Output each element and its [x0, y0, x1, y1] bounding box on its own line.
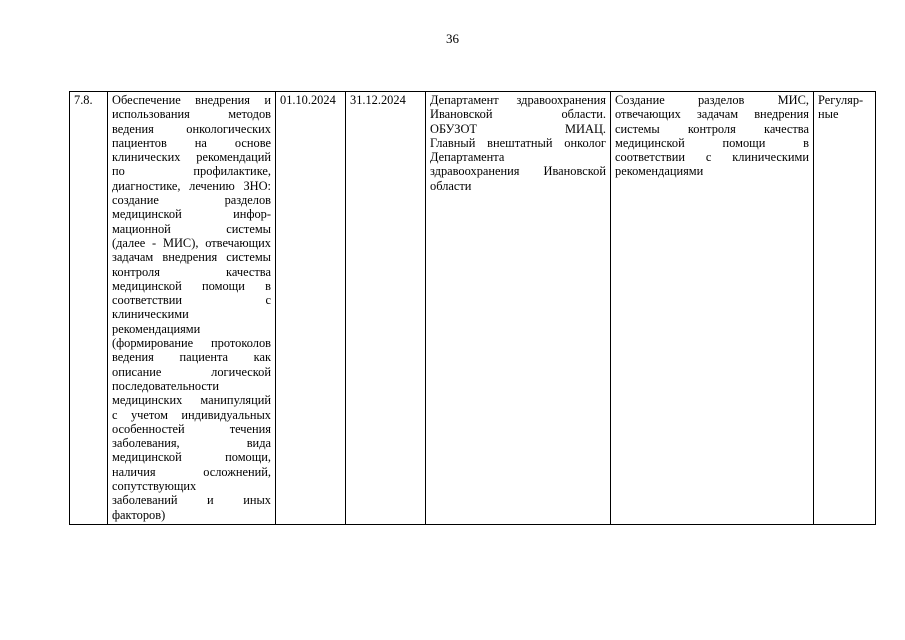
responsible-parties: [430, 93, 606, 193]
task-line-18: ведения пациента как: [112, 350, 271, 365]
item-number-cell: [70, 92, 108, 525]
task-line-9: мационной системы: [112, 221, 271, 236]
responsible-line-4: Департамента: [430, 150, 505, 165]
task-line-13: медицинской помощи в: [112, 278, 271, 293]
task-line-20: последовательности: [112, 378, 219, 393]
periodicity-line-0: Регуляр-: [818, 93, 864, 107]
task-line-3: пациентов на основе: [112, 135, 271, 150]
responsible-line-1: Ивановской области.: [430, 107, 606, 122]
expected-result: [615, 93, 809, 179]
task-line-29: факторов): [112, 507, 166, 522]
task-line-12: контроля качества: [112, 264, 271, 279]
responsible-line-3: Главный внештатный онколог: [430, 135, 606, 150]
task-line-23: особенностей течения: [112, 421, 271, 436]
responsible-cell: [426, 92, 611, 525]
task-line-10: (далее - МИС), отвечающих: [112, 235, 271, 250]
task-description: [112, 93, 271, 522]
task-line-24: заболевания, вида: [112, 436, 271, 451]
task-line-6: диагностике, лечению ЗНО:: [112, 178, 271, 193]
task-line-1: использования методов: [112, 107, 271, 122]
task-line-17: (формирование протоколов: [112, 336, 271, 351]
item-number: 7.8.: [74, 93, 93, 107]
periodicity: [818, 93, 871, 122]
task-description-cell: [108, 92, 276, 525]
responsible-line-2: ОБУЗОТ МИАЦ.: [430, 121, 606, 136]
result-line-0: Создание разделов МИС,: [615, 93, 809, 107]
task-line-5: по профилактике,: [112, 164, 271, 179]
task-line-8: медицинской инфор-: [112, 207, 271, 222]
end-date-cell: [346, 92, 426, 525]
result-line-1: отвечающих задачам внедрения: [615, 107, 809, 122]
task-line-4: клинических рекомендаций: [112, 150, 271, 165]
task-line-27: сопутствующих: [112, 479, 197, 494]
table-row: [70, 92, 876, 525]
periodicity-cell: [814, 92, 876, 525]
task-line-28: заболеваний и иных: [112, 493, 271, 508]
start-date: 01.10.2024: [280, 93, 336, 107]
result-line-4: соответствии с клиническими: [615, 150, 809, 165]
periodicity-line-1: ные: [818, 107, 839, 122]
page-number: 36: [446, 31, 459, 46]
task-line-15: клиническими: [112, 307, 189, 322]
task-line-25: медицинской помощи,: [112, 450, 271, 465]
result-line-5: рекомендациями: [615, 164, 704, 179]
task-line-0: Обеспечение внедрения и: [112, 93, 271, 107]
task-line-16: рекомендациями: [112, 321, 201, 336]
result-line-2: системы контроля качества: [615, 121, 809, 136]
task-line-14: соответствии с: [112, 293, 271, 308]
responsible-line-5: здравоохранения Ивановской: [430, 164, 606, 179]
result-line-3: медицинской помощи в: [615, 135, 809, 150]
task-line-19: описание логической: [112, 364, 271, 379]
task-line-22: с учетом индивидуальных: [112, 407, 271, 422]
end-date: 31.12.2024: [350, 93, 406, 107]
activity-table: [69, 91, 876, 525]
expected-result-cell: [611, 92, 814, 525]
task-line-2: ведения онкологических: [112, 121, 271, 136]
task-line-26: наличия осложнений,: [112, 464, 271, 479]
responsible-line-0: Департамент здравоохранения: [430, 93, 606, 107]
task-line-7: создание разделов: [112, 193, 271, 208]
task-line-11: задачам внедрения системы: [112, 250, 271, 265]
task-line-21: медицинских манипуляций: [112, 393, 271, 408]
start-date-cell: [276, 92, 346, 525]
responsible-line-6: области: [430, 178, 472, 193]
